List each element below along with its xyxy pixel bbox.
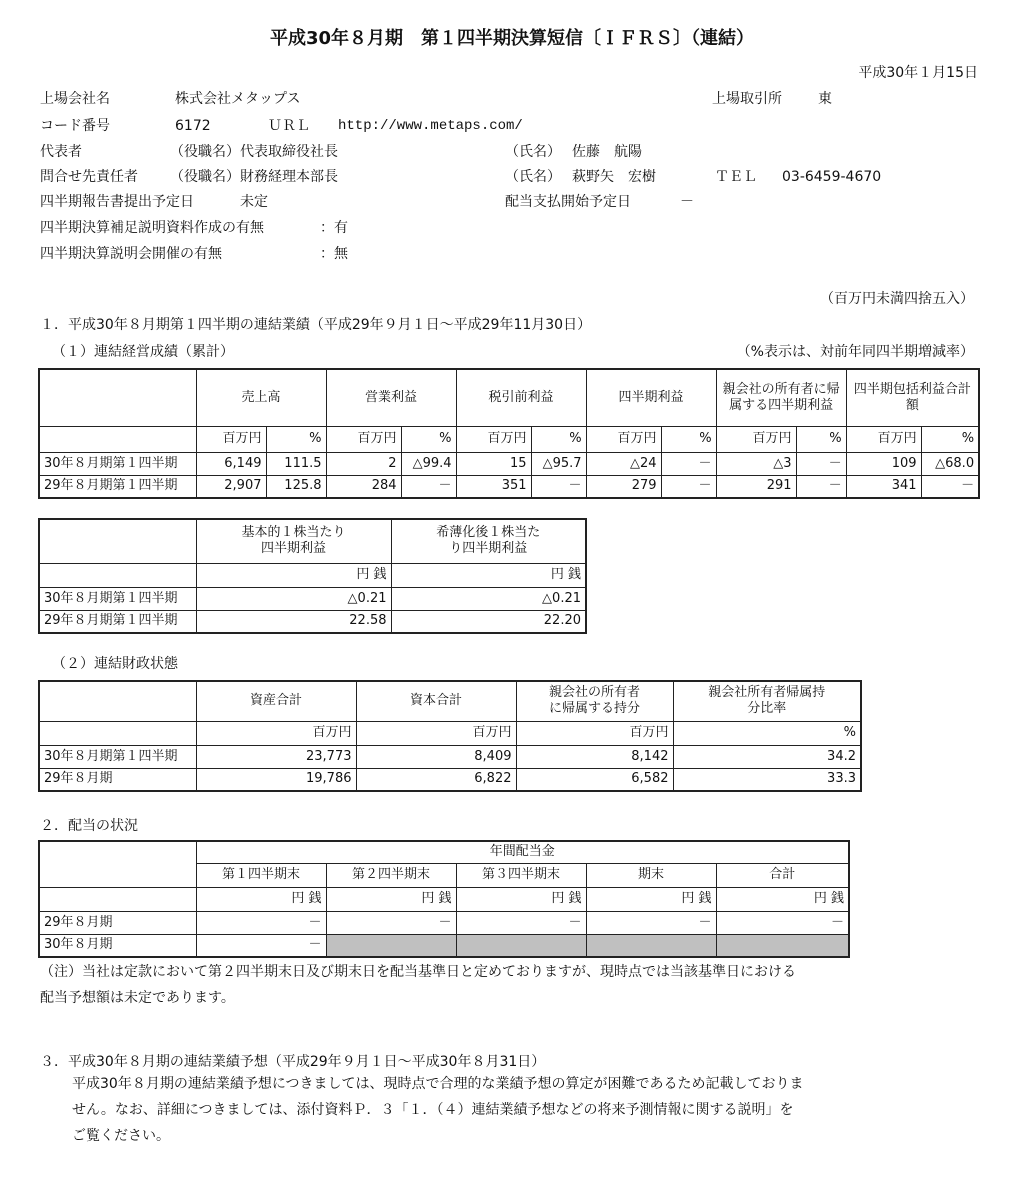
unit-label: 百万円 bbox=[516, 721, 673, 745]
value-cell: 341 bbox=[846, 475, 921, 498]
value-cell: 291 bbox=[716, 475, 796, 498]
value-cell: △3 bbox=[716, 452, 796, 475]
dividend-date: － bbox=[680, 194, 694, 210]
value-cell: － bbox=[716, 911, 849, 934]
rep-label: 代表者 bbox=[40, 144, 82, 160]
value-cell: － bbox=[921, 475, 979, 498]
value-cell: 111.5 bbox=[266, 452, 326, 475]
value-cell: 6,822 bbox=[356, 768, 516, 791]
section1-sub1-note: （%表示は、対前年同四半期増減率） bbox=[736, 344, 974, 360]
column-header: 期末 bbox=[586, 863, 716, 887]
corner-cell bbox=[39, 681, 196, 721]
table-row bbox=[39, 452, 979, 475]
section1-sub1: （１）連結経営成績（累計） bbox=[52, 344, 234, 360]
row-label: 30年８月期 bbox=[39, 934, 196, 957]
blank-cell bbox=[39, 426, 196, 452]
value-cell: － bbox=[401, 475, 456, 498]
value-cell: － bbox=[796, 452, 846, 475]
column-header: 資本合計 bbox=[356, 681, 516, 721]
forecast-line3: ご覧ください。 bbox=[72, 1128, 170, 1144]
dividend-note-line1: （注）当社は定款において第２四半期末日及び期末日を配当基準日と定めておりますが、現時点では当該基準日における bbox=[40, 964, 796, 980]
value-cell: △0.21 bbox=[391, 587, 586, 610]
unit-label: 百万円 bbox=[326, 426, 401, 452]
section3-heading: ３．平成30年８月期の連結業績予想（平成29年９月１日～平成30年８月31日） bbox=[40, 1054, 546, 1070]
unit-label: 円 銭 bbox=[196, 887, 326, 911]
value-cell: 19,786 bbox=[196, 768, 356, 791]
value-cell: 22.58 bbox=[196, 610, 391, 633]
value-cell: △24 bbox=[586, 452, 661, 475]
row-label: 30年８月期第１四半期 bbox=[39, 745, 196, 768]
value-cell: 22.20 bbox=[391, 610, 586, 633]
section1-sub2: （２）連結財政状態 bbox=[52, 656, 178, 672]
column-header: 第３四半期末 bbox=[456, 863, 586, 887]
unit-label: 円 銭 bbox=[716, 887, 849, 911]
rounding-note: （百万円未満四捨五入） bbox=[820, 291, 974, 307]
header-row bbox=[39, 519, 586, 563]
value-cell: 109 bbox=[846, 452, 921, 475]
unit-label: % bbox=[673, 721, 861, 745]
company-name-label: 上場会社名 bbox=[40, 91, 110, 107]
unit-row bbox=[39, 563, 586, 587]
column-header: 四半期利益 bbox=[586, 369, 716, 426]
contact-title-label: （役職名） bbox=[170, 169, 240, 185]
unit-row bbox=[39, 887, 849, 911]
company-name: 株式会社メタップス bbox=[175, 91, 301, 107]
unit-label: % bbox=[401, 426, 456, 452]
unit-label: 円 銭 bbox=[456, 887, 586, 911]
value-cell: △0.21 bbox=[196, 587, 391, 610]
column-header: 四半期包括利益合計額 bbox=[846, 369, 979, 426]
shaded-cell bbox=[326, 934, 456, 957]
table-row bbox=[39, 768, 861, 791]
group-header-row bbox=[39, 841, 849, 863]
exchange-label: 上場取引所 bbox=[712, 91, 782, 107]
value-cell: － bbox=[586, 911, 716, 934]
unit-label: 百万円 bbox=[196, 721, 356, 745]
value-cell: 2 bbox=[326, 452, 401, 475]
tel-label: ＴＥＬ bbox=[715, 169, 757, 185]
header-row bbox=[39, 681, 861, 721]
report-date: 平成30年１月15日 bbox=[858, 65, 978, 81]
unit-label: % bbox=[266, 426, 326, 452]
contact-name-label: （氏名） bbox=[505, 169, 561, 185]
group-header: 年間配当金 bbox=[196, 841, 849, 863]
unit-label: 百万円 bbox=[586, 426, 661, 452]
dividend-table bbox=[38, 840, 850, 958]
unit-label: 円 銭 bbox=[391, 563, 586, 587]
unit-label: 円 銭 bbox=[196, 563, 391, 587]
shaded-cell bbox=[716, 934, 849, 957]
column-header: 基本的１株当たり四半期利益 bbox=[196, 519, 391, 563]
value-cell: － bbox=[531, 475, 586, 498]
financial-position-table bbox=[38, 680, 862, 792]
column-header: 親会社の所有者に帰属する持分 bbox=[516, 681, 673, 721]
shaded-cell bbox=[456, 934, 586, 957]
value-cell: 2,907 bbox=[196, 475, 266, 498]
unit-label: % bbox=[921, 426, 979, 452]
row-label: 30年８月期第１四半期 bbox=[39, 452, 196, 475]
report-submit-date: 未定 bbox=[240, 194, 268, 210]
value-cell: 6,582 bbox=[516, 768, 673, 791]
rep-title-label: （役職名） bbox=[170, 144, 240, 160]
contact-title: 財務経理本部長 bbox=[240, 169, 338, 185]
unit-label: % bbox=[796, 426, 846, 452]
value-cell: 284 bbox=[326, 475, 401, 498]
column-header: 営業利益 bbox=[326, 369, 456, 426]
value-cell: 34.2 bbox=[673, 745, 861, 768]
briefing-label: 四半期決算説明会開催の有無 bbox=[40, 246, 222, 262]
value-cell: 351 bbox=[456, 475, 531, 498]
value-cell: 279 bbox=[586, 475, 661, 498]
blank-cell bbox=[39, 563, 196, 587]
eps-table bbox=[38, 518, 587, 634]
value-cell: － bbox=[196, 911, 326, 934]
row-label: 29年８月期 bbox=[39, 768, 196, 791]
column-header: 第１四半期末 bbox=[196, 863, 326, 887]
briefing-value: ：無 bbox=[320, 246, 348, 262]
url-link[interactable]: http://www.metaps.com/ bbox=[338, 118, 523, 134]
rep-name-label: （氏名） bbox=[505, 144, 561, 160]
value-cell: △99.4 bbox=[401, 452, 456, 475]
forecast-line1: 平成30年８月期の連結業績予想につきましては、現時点で合理的な業績予想の算定が困難であるため記載しておりま bbox=[72, 1076, 804, 1092]
supp-label: 四半期決算補足説明資料作成の有無 bbox=[40, 220, 264, 236]
value-cell: － bbox=[661, 452, 716, 475]
exchange: 東 bbox=[818, 91, 832, 107]
column-header: 売上高 bbox=[196, 369, 326, 426]
value-cell: － bbox=[326, 911, 456, 934]
forecast-paragraph bbox=[72, 1071, 984, 1149]
column-header: 親会社の所有者に帰属する四半期利益 bbox=[716, 369, 846, 426]
value-cell: △95.7 bbox=[531, 452, 586, 475]
code-label: コード番号 bbox=[40, 118, 110, 134]
header-row bbox=[39, 369, 979, 426]
unit-row bbox=[39, 426, 979, 452]
value-cell: 33.3 bbox=[673, 768, 861, 791]
row-label: 29年８月期 bbox=[39, 911, 196, 934]
unit-label: % bbox=[661, 426, 716, 452]
corner-cell bbox=[39, 369, 196, 426]
value-cell: － bbox=[196, 934, 326, 957]
unit-label: 百万円 bbox=[716, 426, 796, 452]
contact-name: 萩野矢 宏樹 bbox=[572, 169, 656, 185]
value-cell: △68.0 bbox=[921, 452, 979, 475]
column-header: 第２四半期末 bbox=[326, 863, 456, 887]
value-cell: － bbox=[661, 475, 716, 498]
value-cell: － bbox=[456, 911, 586, 934]
corner-cell bbox=[39, 841, 196, 887]
document-title: 平成30年８月期 第１四半期決算短信〔ＩＦＲＳ〕（連結） bbox=[269, 28, 755, 49]
table-row bbox=[39, 745, 861, 768]
url-label: ＵＲＬ bbox=[268, 118, 310, 134]
unit-row bbox=[39, 721, 861, 745]
tel: 03-6459-4670 bbox=[782, 169, 882, 185]
value-cell: 23,773 bbox=[196, 745, 356, 768]
column-header: 親会社所有者帰属持分比率 bbox=[673, 681, 861, 721]
rep-name: 佐藤 航陽 bbox=[572, 144, 642, 160]
supp-value: ：有 bbox=[320, 220, 348, 236]
unit-label: 円 銭 bbox=[326, 887, 456, 911]
value-cell: 8,409 bbox=[356, 745, 516, 768]
section1-heading: １．平成30年８月期第１四半期の連結業績（平成29年９月１日～平成29年11月30日） bbox=[40, 317, 592, 333]
unit-label: 百万円 bbox=[356, 721, 516, 745]
code: 6172 bbox=[175, 118, 211, 134]
unit-label: 円 銭 bbox=[586, 887, 716, 911]
dividend-note-line2: 配当予想額は未定であります。 bbox=[40, 990, 235, 1006]
contact-label: 問合せ先責任者 bbox=[40, 169, 138, 185]
dividend-date-label: 配当支払開始予定日 bbox=[505, 194, 631, 210]
blank-cell bbox=[39, 887, 196, 911]
row-label: 30年８月期第１四半期 bbox=[39, 587, 196, 610]
operating-results-table bbox=[38, 368, 980, 499]
table-row bbox=[39, 911, 849, 934]
row-label: 29年８月期第１四半期 bbox=[39, 610, 196, 633]
unit-label: 百万円 bbox=[846, 426, 921, 452]
unit-label: 百万円 bbox=[456, 426, 531, 452]
row-label: 29年８月期第１四半期 bbox=[39, 475, 196, 498]
corner-cell bbox=[39, 519, 196, 563]
value-cell: 15 bbox=[456, 452, 531, 475]
blank-cell bbox=[39, 721, 196, 745]
report-date-label: 四半期報告書提出予定日 bbox=[40, 194, 194, 210]
column-header: 資産合計 bbox=[196, 681, 356, 721]
shaded-cell bbox=[586, 934, 716, 957]
value-cell: 8,142 bbox=[516, 745, 673, 768]
value-cell: － bbox=[796, 475, 846, 498]
table-row bbox=[39, 610, 586, 633]
section2-heading: ２．配当の状況 bbox=[40, 818, 138, 834]
column-header: 合計 bbox=[716, 863, 849, 887]
column-header: 税引前利益 bbox=[456, 369, 586, 426]
unit-label: % bbox=[531, 426, 586, 452]
column-header: 希薄化後１株当たり四半期利益 bbox=[391, 519, 586, 563]
table-row bbox=[39, 934, 849, 957]
unit-label: 百万円 bbox=[196, 426, 266, 452]
table-row bbox=[39, 587, 586, 610]
value-cell: 6,149 bbox=[196, 452, 266, 475]
rep-title: 代表取締役社長 bbox=[240, 144, 338, 160]
forecast-line2: せん。なお、詳細につきましては、添付資料Ｐ．３「１．（４）連結業績予想などの将来予測情報に関する説明」を bbox=[72, 1102, 794, 1118]
value-cell: 125.8 bbox=[266, 475, 326, 498]
table-row bbox=[39, 475, 979, 498]
